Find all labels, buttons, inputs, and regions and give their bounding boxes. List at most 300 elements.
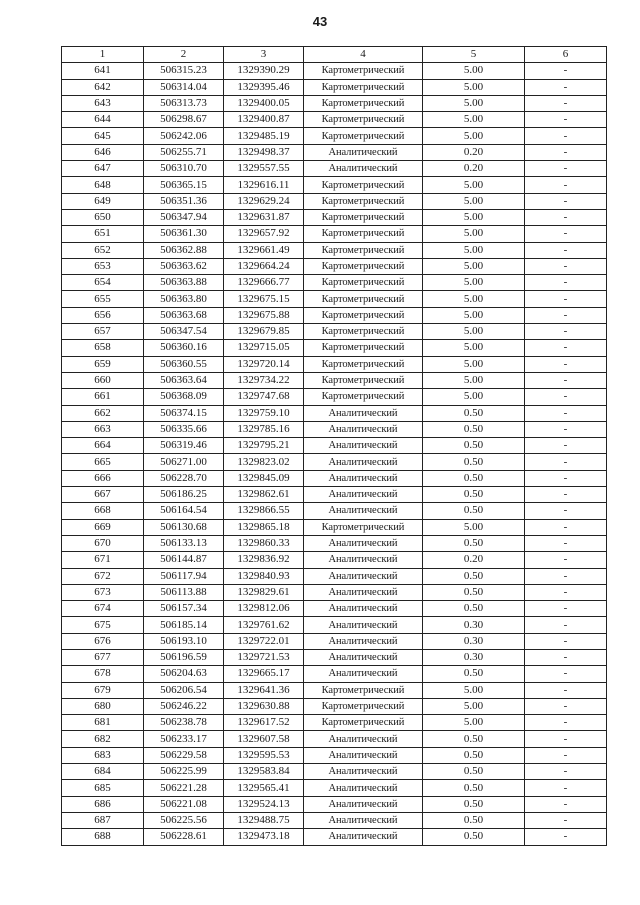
cell-method: Картометрический [304,324,423,340]
cell-point-number: 674 [62,601,144,617]
table-row [62,291,607,307]
cell-point-number: 673 [62,584,144,600]
page-number: 43 [312,14,328,29]
cell-method: Картометрический [304,340,423,356]
cell-x-coordinate: 506206.54 [144,682,224,698]
cell-point-number: 670 [62,535,144,551]
cell-x-coordinate: 506228.61 [144,829,224,845]
cell-x-coordinate: 506221.08 [144,796,224,812]
coordinates-table [61,46,607,846]
table-row [62,470,607,486]
cell-method: Картометрический [304,519,423,535]
cell-accuracy: 5.00 [423,698,525,714]
cell-x-coordinate: 506144.87 [144,552,224,568]
cell-y-coordinate: 1329390.29 [224,63,304,79]
cell-y-coordinate: 1329823.02 [224,454,304,470]
cell-y-coordinate: 1329675.15 [224,291,304,307]
cell-accuracy: 5.00 [423,340,525,356]
cell-x-coordinate: 506360.16 [144,340,224,356]
cell-x-coordinate: 506374.15 [144,405,224,421]
table-row [62,715,607,731]
cell-y-coordinate: 1329759.10 [224,405,304,421]
cell-y-coordinate: 1329785.16 [224,421,304,437]
column-header-6: 6 [525,47,607,63]
cell-y-coordinate: 1329498.37 [224,144,304,160]
cell-accuracy: 0.30 [423,617,525,633]
cell-method: Картометрический [304,242,423,258]
cell-method: Аналитический [304,812,423,828]
cell-y-coordinate: 1329865.18 [224,519,304,535]
cell-note: - [525,633,607,649]
table-row [62,535,607,551]
cell-accuracy: 0.20 [423,144,525,160]
cell-y-coordinate: 1329761.62 [224,617,304,633]
cell-point-number: 650 [62,209,144,225]
cell-y-coordinate: 1329629.24 [224,193,304,209]
cell-accuracy: 5.00 [423,715,525,731]
cell-point-number: 676 [62,633,144,649]
cell-x-coordinate: 506335.66 [144,421,224,437]
cell-note: - [525,682,607,698]
cell-x-coordinate: 506313.73 [144,95,224,111]
cell-x-coordinate: 506361.30 [144,226,224,242]
table-row [62,258,607,274]
cell-y-coordinate: 1329595.53 [224,747,304,763]
cell-accuracy: 0.50 [423,405,525,421]
cell-point-number: 661 [62,389,144,405]
cell-x-coordinate: 506363.80 [144,291,224,307]
cell-x-coordinate: 506298.67 [144,112,224,128]
cell-y-coordinate: 1329722.01 [224,633,304,649]
column-header-1: 1 [62,47,144,63]
cell-y-coordinate: 1329641.36 [224,682,304,698]
cell-point-number: 682 [62,731,144,747]
cell-x-coordinate: 506164.54 [144,503,224,519]
column-header-3: 3 [224,47,304,63]
cell-accuracy: 5.00 [423,389,525,405]
cell-x-coordinate: 506193.10 [144,633,224,649]
cell-y-coordinate: 1329661.49 [224,242,304,258]
cell-y-coordinate: 1329721.53 [224,649,304,665]
cell-y-coordinate: 1329734.22 [224,372,304,388]
table-row [62,193,607,209]
cell-note: - [525,780,607,796]
table-row [62,128,607,144]
table-row [62,144,607,160]
cell-y-coordinate: 1329395.46 [224,79,304,95]
cell-method: Аналитический [304,503,423,519]
cell-point-number: 665 [62,454,144,470]
cell-x-coordinate: 506157.34 [144,601,224,617]
cell-x-coordinate: 506363.62 [144,258,224,274]
cell-note: - [525,226,607,242]
cell-x-coordinate: 506347.94 [144,209,224,225]
cell-note: - [525,209,607,225]
cell-note: - [525,405,607,421]
cell-y-coordinate: 1329524.13 [224,796,304,812]
cell-y-coordinate: 1329747.68 [224,389,304,405]
cell-point-number: 687 [62,812,144,828]
cell-method: Картометрический [304,372,423,388]
cell-point-number: 668 [62,503,144,519]
cell-x-coordinate: 506246.22 [144,698,224,714]
cell-x-coordinate: 506351.36 [144,193,224,209]
table-row [62,649,607,665]
cell-note: - [525,258,607,274]
table-row [62,389,607,405]
cell-method: Аналитический [304,144,423,160]
cell-y-coordinate: 1329836.92 [224,552,304,568]
cell-method: Аналитический [304,633,423,649]
cell-y-coordinate: 1329630.88 [224,698,304,714]
cell-x-coordinate: 506196.59 [144,649,224,665]
table-row [62,242,607,258]
cell-accuracy: 5.00 [423,95,525,111]
cell-point-number: 642 [62,79,144,95]
cell-method: Аналитический [304,666,423,682]
cell-method: Картометрический [304,128,423,144]
cell-note: - [525,324,607,340]
cell-note: - [525,356,607,372]
cell-note: - [525,812,607,828]
cell-x-coordinate: 506271.00 [144,454,224,470]
cell-y-coordinate: 1329400.05 [224,95,304,111]
cell-accuracy: 5.00 [423,291,525,307]
cell-note: - [525,552,607,568]
cell-note: - [525,242,607,258]
cell-point-number: 663 [62,421,144,437]
cell-accuracy: 0.50 [423,764,525,780]
table-body [62,63,607,845]
cell-note: - [525,421,607,437]
cell-x-coordinate: 506228.70 [144,470,224,486]
cell-y-coordinate: 1329657.92 [224,226,304,242]
cell-point-number: 651 [62,226,144,242]
cell-note: - [525,617,607,633]
cell-method: Картометрический [304,177,423,193]
cell-point-number: 666 [62,470,144,486]
cell-note: - [525,128,607,144]
cell-y-coordinate: 1329557.55 [224,161,304,177]
cell-note: - [525,796,607,812]
cell-y-coordinate: 1329607.58 [224,731,304,747]
cell-note: - [525,454,607,470]
cell-point-number: 657 [62,324,144,340]
cell-accuracy: 5.00 [423,209,525,225]
cell-accuracy: 5.00 [423,258,525,274]
cell-accuracy: 0.50 [423,568,525,584]
cell-accuracy: 0.50 [423,601,525,617]
cell-point-number: 667 [62,487,144,503]
table-row [62,666,607,682]
cell-point-number: 644 [62,112,144,128]
cell-method: Аналитический [304,161,423,177]
cell-note: - [525,487,607,503]
table-row [62,454,607,470]
cell-accuracy: 0.50 [423,487,525,503]
cell-note: - [525,747,607,763]
cell-y-coordinate: 1329720.14 [224,356,304,372]
cell-method: Аналитический [304,584,423,600]
cell-method: Аналитический [304,487,423,503]
cell-x-coordinate: 506185.14 [144,617,224,633]
header-row [62,47,607,63]
cell-accuracy: 5.00 [423,275,525,291]
cell-point-number: 677 [62,649,144,665]
cell-note: - [525,307,607,323]
cell-accuracy: 0.50 [423,470,525,486]
cell-point-number: 678 [62,666,144,682]
cell-accuracy: 0.50 [423,731,525,747]
table-row [62,112,607,128]
cell-method: Картометрический [304,112,423,128]
cell-method: Картометрический [304,682,423,698]
cell-point-number: 656 [62,307,144,323]
column-header-4: 4 [304,47,423,63]
table-row [62,584,607,600]
cell-point-number: 641 [62,63,144,79]
cell-method: Аналитический [304,617,423,633]
cell-point-number: 671 [62,552,144,568]
cell-y-coordinate: 1329488.75 [224,812,304,828]
cell-point-number: 680 [62,698,144,714]
cell-method: Аналитический [304,568,423,584]
cell-x-coordinate: 506315.23 [144,63,224,79]
cell-x-coordinate: 506362.88 [144,242,224,258]
cell-x-coordinate: 506363.68 [144,307,224,323]
table-row [62,519,607,535]
cell-point-number: 669 [62,519,144,535]
cell-point-number: 643 [62,95,144,111]
cell-x-coordinate: 506368.09 [144,389,224,405]
cell-accuracy: 5.00 [423,372,525,388]
table-row [62,438,607,454]
table-row [62,405,607,421]
cell-x-coordinate: 506238.78 [144,715,224,731]
cell-accuracy: 0.50 [423,829,525,845]
cell-note: - [525,144,607,160]
cell-point-number: 654 [62,275,144,291]
cell-accuracy: 5.00 [423,193,525,209]
table-row [62,275,607,291]
cell-method: Картометрический [304,95,423,111]
cell-accuracy: 0.30 [423,633,525,649]
table-row [62,764,607,780]
cell-y-coordinate: 1329845.09 [224,470,304,486]
cell-method: Картометрический [304,79,423,95]
table-row [62,552,607,568]
cell-y-coordinate: 1329679.85 [224,324,304,340]
table-row [62,340,607,356]
cell-method: Картометрический [304,258,423,274]
cell-y-coordinate: 1329400.87 [224,112,304,128]
cell-y-coordinate: 1329473.18 [224,829,304,845]
cell-note: - [525,112,607,128]
cell-point-number: 685 [62,780,144,796]
cell-accuracy: 0.20 [423,552,525,568]
cell-method: Аналитический [304,454,423,470]
table-row [62,812,607,828]
cell-x-coordinate: 506242.06 [144,128,224,144]
cell-y-coordinate: 1329829.61 [224,584,304,600]
cell-accuracy: 0.50 [423,454,525,470]
cell-accuracy: 5.00 [423,112,525,128]
table-row [62,747,607,763]
cell-accuracy: 0.50 [423,584,525,600]
table-row [62,95,607,111]
cell-y-coordinate: 1329665.17 [224,666,304,682]
cell-method: Картометрический [304,389,423,405]
cell-y-coordinate: 1329616.11 [224,177,304,193]
cell-x-coordinate: 506130.68 [144,519,224,535]
cell-accuracy: 5.00 [423,519,525,535]
table-row [62,601,607,617]
table-row [62,796,607,812]
cell-point-number: 686 [62,796,144,812]
cell-point-number: 652 [62,242,144,258]
cell-note: - [525,568,607,584]
table-row [62,682,607,698]
cell-note: - [525,503,607,519]
cell-method: Аналитический [304,747,423,763]
cell-note: - [525,584,607,600]
table-row [62,63,607,79]
cell-note: - [525,95,607,111]
cell-note: - [525,389,607,405]
cell-note: - [525,63,607,79]
table-row [62,568,607,584]
cell-y-coordinate: 1329812.06 [224,601,304,617]
cell-x-coordinate: 506363.64 [144,372,224,388]
cell-accuracy: 5.00 [423,356,525,372]
cell-method: Аналитический [304,796,423,812]
cell-accuracy: 0.50 [423,796,525,812]
cell-method: Аналитический [304,535,423,551]
cell-accuracy: 5.00 [423,682,525,698]
cell-accuracy: 5.00 [423,128,525,144]
table-row [62,698,607,714]
table-row [62,487,607,503]
table-row [62,372,607,388]
cell-y-coordinate: 1329860.33 [224,535,304,551]
cell-accuracy: 5.00 [423,63,525,79]
cell-x-coordinate: 506347.54 [144,324,224,340]
cell-point-number: 662 [62,405,144,421]
cell-method: Аналитический [304,649,423,665]
cell-point-number: 645 [62,128,144,144]
cell-x-coordinate: 506113.88 [144,584,224,600]
cell-accuracy: 5.00 [423,324,525,340]
cell-accuracy: 0.50 [423,421,525,437]
cell-method: Аналитический [304,764,423,780]
column-header-5: 5 [423,47,525,63]
cell-accuracy: 0.30 [423,649,525,665]
table-row [62,307,607,323]
cell-point-number: 649 [62,193,144,209]
cell-accuracy: 0.50 [423,812,525,828]
cell-point-number: 647 [62,161,144,177]
cell-x-coordinate: 506204.63 [144,666,224,682]
cell-method: Аналитический [304,601,423,617]
cell-accuracy: 5.00 [423,79,525,95]
table-row [62,209,607,225]
cell-method: Картометрический [304,193,423,209]
cell-accuracy: 0.50 [423,747,525,763]
cell-method: Аналитический [304,438,423,454]
cell-y-coordinate: 1329583.84 [224,764,304,780]
cell-note: - [525,601,607,617]
cell-y-coordinate: 1329664.24 [224,258,304,274]
cell-y-coordinate: 1329617.52 [224,715,304,731]
table-row [62,633,607,649]
cell-note: - [525,177,607,193]
cell-note: - [525,438,607,454]
cell-point-number: 648 [62,177,144,193]
cell-accuracy: 0.50 [423,503,525,519]
cell-y-coordinate: 1329666.77 [224,275,304,291]
cell-point-number: 679 [62,682,144,698]
cell-accuracy: 5.00 [423,226,525,242]
cell-accuracy: 0.50 [423,780,525,796]
cell-x-coordinate: 506186.25 [144,487,224,503]
cell-method: Аналитический [304,552,423,568]
cell-point-number: 683 [62,747,144,763]
cell-method: Аналитический [304,421,423,437]
cell-x-coordinate: 506319.46 [144,438,224,454]
cell-x-coordinate: 506117.94 [144,568,224,584]
cell-note: - [525,470,607,486]
cell-y-coordinate: 1329631.87 [224,209,304,225]
cell-point-number: 659 [62,356,144,372]
cell-point-number: 664 [62,438,144,454]
table-row [62,421,607,437]
cell-method: Картометрический [304,715,423,731]
table-row [62,226,607,242]
cell-point-number: 653 [62,258,144,274]
cell-point-number: 646 [62,144,144,160]
cell-x-coordinate: 506133.13 [144,535,224,551]
cell-x-coordinate: 506225.99 [144,764,224,780]
cell-note: - [525,715,607,731]
cell-method: Аналитический [304,405,423,421]
cell-y-coordinate: 1329862.61 [224,487,304,503]
cell-point-number: 688 [62,829,144,845]
cell-x-coordinate: 506363.88 [144,275,224,291]
cell-accuracy: 0.50 [423,438,525,454]
table-row [62,79,607,95]
table-row [62,356,607,372]
cell-x-coordinate: 506310.70 [144,161,224,177]
cell-point-number: 672 [62,568,144,584]
cell-method: Аналитический [304,829,423,845]
table-row [62,617,607,633]
cell-point-number: 658 [62,340,144,356]
cell-y-coordinate: 1329715.05 [224,340,304,356]
cell-note: - [525,829,607,845]
cell-note: - [525,161,607,177]
cell-accuracy: 0.50 [423,535,525,551]
cell-method: Картометрический [304,291,423,307]
cell-method: Картометрический [304,63,423,79]
cell-note: - [525,535,607,551]
table-row [62,731,607,747]
cell-y-coordinate: 1329840.93 [224,568,304,584]
cell-point-number: 684 [62,764,144,780]
table-row [62,829,607,845]
cell-x-coordinate: 506360.55 [144,356,224,372]
cell-point-number: 675 [62,617,144,633]
table-row [62,177,607,193]
